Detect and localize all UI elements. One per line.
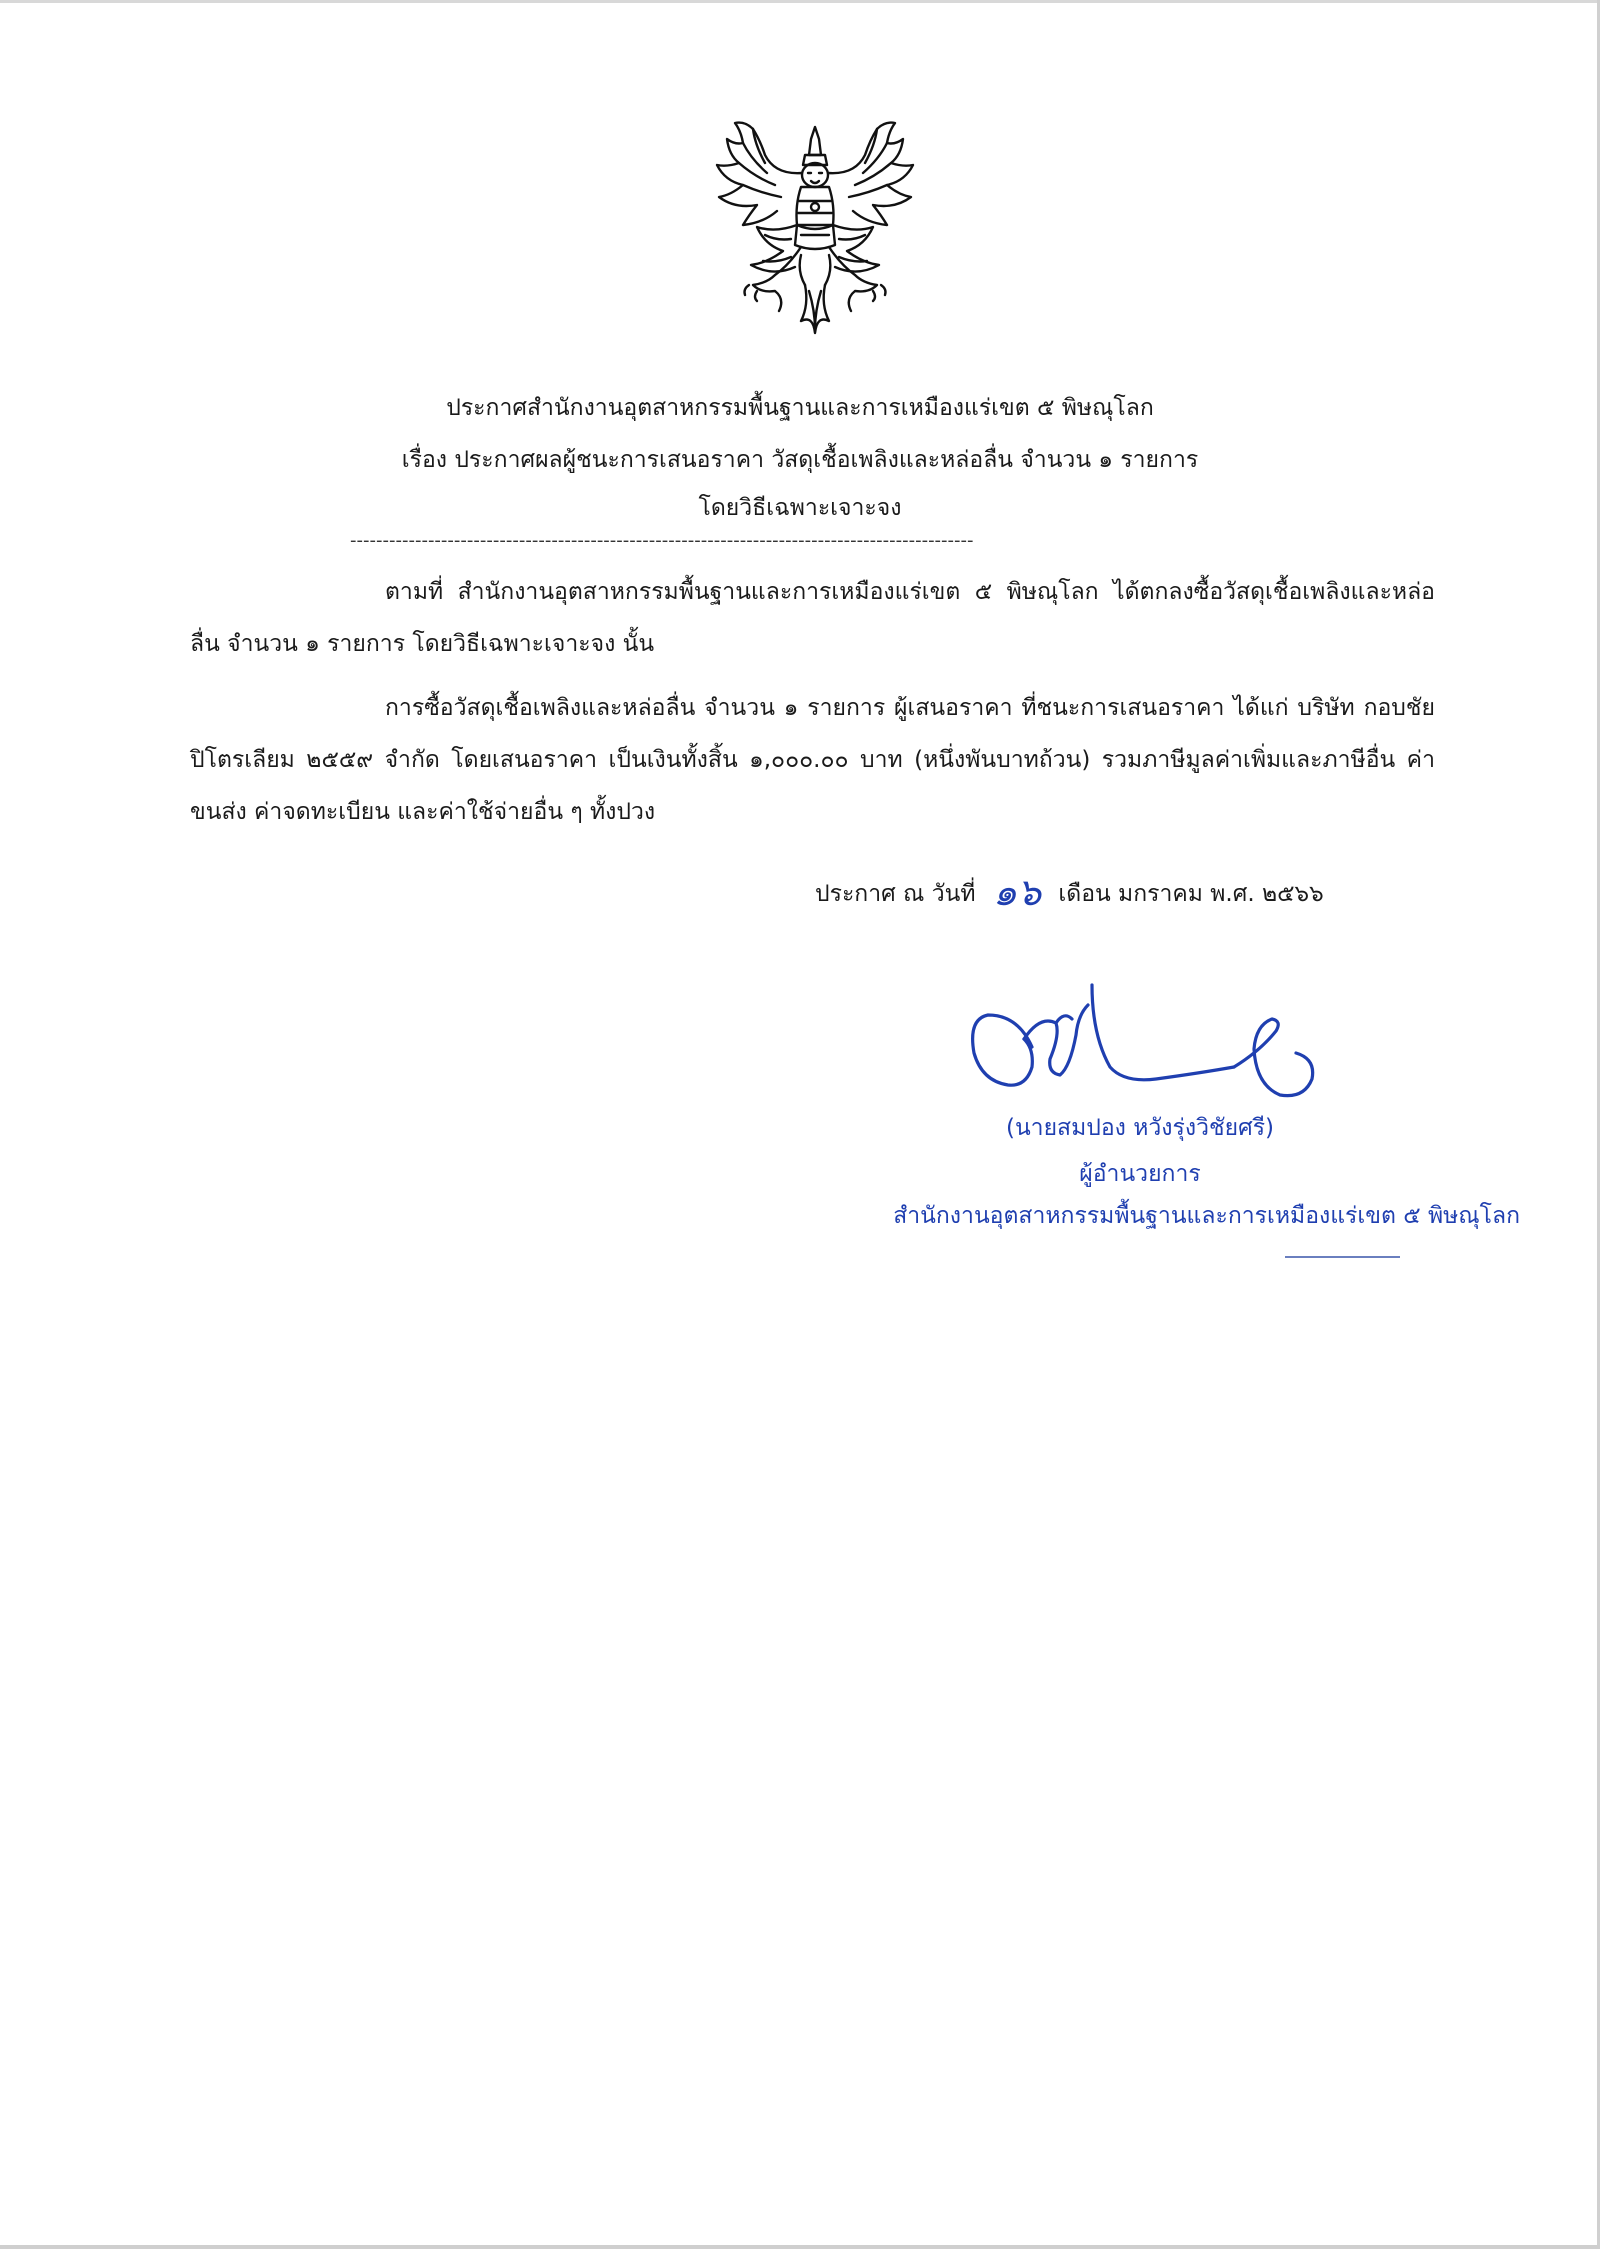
announcement-title: ประกาศสำนักงานอุตสาหกรรมพื้นฐานและการเหมืองแร่เขต ๕ พิษณุโลก [446, 395, 1154, 421]
signatory-office: สำนักงานอุตสาหกรรมพื้นฐานและการเหมืองแร่เขต ๕ พิษณุโลก [893, 1203, 1520, 1229]
date-suffix: เดือน มกราคม พ.ศ. ๒๕๖๖ [1058, 881, 1324, 907]
office-underline [1285, 1256, 1400, 1258]
date-prefix: ประกาศ ณ วันที่ [815, 881, 976, 907]
signatory-name: (นายสมปอง หวังรุ่งวิชัยศรี) [1005, 1115, 1275, 1141]
signatory-position: ผู้อำนวยการ [1079, 1161, 1201, 1187]
body-paragraph-2: การซื้อวัสดุเชื้อเพลิงและหล่อลื่น จำนวน ๑ รายการ ผู้เสนอราคา ที่ชนะการเสนอราคา ได้แก่ บริษัท กอบชัยปิโตรเลียม ๒๕๕๙ จำกัด โดยเสนอราคา เป็นเงินทั้งสิ้น ๑,๐๐๐.๐๐ บาท (หนึ่งพันบาทถ้วน) รวมภาษีมูลค่าเพิ่มและภาษีอื่น ค่าขนส่ง ค่าจดทะเบียน และค่าใช้จ่ายอื่น ๆ ทั้งปวง [190, 695, 1435, 825]
handwritten-signature [960, 975, 1320, 1125]
announcement-date [815, 868, 1324, 914]
dashed-divider: ------------------------------------------------------------------------------------------------ [350, 530, 974, 551]
announcement-subject: เรื่อง ประกาศผลผู้ชนะการเสนอราคา วัสดุเชื้อเพลิงและหล่อลื่น จำนวน ๑ รายการ [401, 447, 1199, 473]
garuda-emblem-icon [705, 115, 925, 345]
announcement-method: โดยวิธีเฉพาะเจาะจง [698, 495, 902, 521]
page-edge-top [0, 0, 1600, 3]
page-edge-bottom [0, 2245, 1600, 2249]
body-paragraph-1: ตามที่ สำนักงานอุตสาหกรรมพื้นฐานและการเหมืองแร่เขต ๕ พิษณุโลก ได้ตกลงซื้อวัสดุเชื้อเพลิงและหล่อลื่น จำนวน ๑ รายการ โดยวิธีเฉพาะเจาะจง นั้น [190, 579, 1435, 657]
date-day-handwritten: ๑๖ [992, 870, 1042, 914]
